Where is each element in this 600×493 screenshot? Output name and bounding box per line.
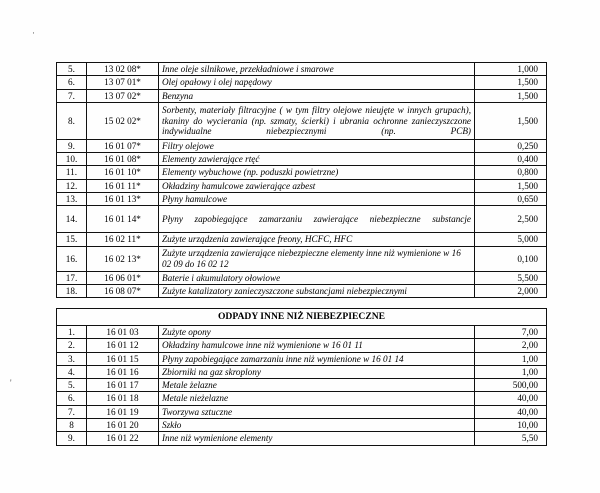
table-row <box>57 284 547 297</box>
cell-num: 2. <box>57 339 87 352</box>
cell-desc: Zbiorniki na gaz skroplony <box>159 365 475 378</box>
table-row <box>57 179 547 192</box>
cell-num: 1. <box>57 326 87 339</box>
cell-code: 16 02 13* <box>87 246 159 271</box>
spacer <box>87 298 159 309</box>
cell-value: 1,000 <box>475 63 547 76</box>
cell-num: 7. <box>57 89 87 102</box>
cell-value: 1,500 <box>475 76 547 89</box>
cell-desc: Filtry olejowe <box>159 139 475 152</box>
cell-value: 0,400 <box>475 153 547 166</box>
cell-value: 0,250 <box>475 139 547 152</box>
table-row <box>57 405 547 418</box>
cell-code: 16 01 03 <box>87 326 159 339</box>
table-row <box>57 206 547 233</box>
cell-code: 16 01 13* <box>87 193 159 206</box>
cell-value: 0,800 <box>475 166 547 179</box>
cell-value: 2,500 <box>475 206 547 233</box>
cell-num: 10. <box>57 153 87 166</box>
cell-desc: Zużyte urządzenia zawierające freony, HCFC, HFC <box>159 233 475 246</box>
table-row <box>57 139 547 152</box>
cell-code: 16 02 11* <box>87 233 159 246</box>
cell-code: 16 01 22 <box>87 432 159 445</box>
spacer <box>159 298 475 309</box>
cell-desc: Okładziny hamulcowe inne niż wymienione w 16 01 11 <box>159 339 475 352</box>
table-row <box>57 432 547 445</box>
table-row <box>57 246 547 271</box>
cell-value: 2,00 <box>475 339 547 352</box>
cell-value: 2,000 <box>475 284 547 297</box>
cell-desc: Zużyte opony <box>159 326 475 339</box>
table-row <box>57 166 547 179</box>
cell-num: 4. <box>57 365 87 378</box>
cell-code: 16 01 07* <box>87 139 159 152</box>
cell-desc: Szkło <box>159 419 475 432</box>
cell-code: 16 01 14* <box>87 206 159 233</box>
cell-value: 10,00 <box>475 419 547 432</box>
cell-num: 17. <box>57 271 87 284</box>
cell-desc: Baterie i akumulatory ołowiowe <box>159 271 475 284</box>
table-row <box>57 379 547 392</box>
cell-num: 13. <box>57 193 87 206</box>
cell-num: 8 <box>57 419 87 432</box>
cell-value: 0,650 <box>475 193 547 206</box>
cell-num: 7. <box>57 405 87 418</box>
cell-desc: Olej opałowy i olej napędowy <box>159 76 475 89</box>
cell-desc: Płyny hamulcowe <box>159 193 475 206</box>
section-title-non-hazardous: ODPADY INNE NIŻ NIEBEZPIECZNE <box>57 309 547 326</box>
cell-code: 13 07 02* <box>87 89 159 102</box>
margin-dot-top: · <box>32 28 35 38</box>
cell-value: 40,00 <box>475 405 547 418</box>
cell-num: 3. <box>57 352 87 365</box>
cell-code: 13 07 01* <box>87 76 159 89</box>
table-gap-row <box>57 298 547 309</box>
cell-num: 6. <box>57 392 87 405</box>
margin-dot-left: ' <box>10 378 12 388</box>
cell-value: 5,50 <box>475 432 547 445</box>
table-row <box>57 271 547 284</box>
table-row <box>57 76 547 89</box>
cell-code: 16 01 08* <box>87 153 159 166</box>
cell-desc: Zużyte urządzenia zawierające niebezpieczne elementy inne niż wymienione w 16 02 09 do 16 02 12 <box>159 246 475 271</box>
cell-desc: Elementy wybuchowe (np. poduszki powietrzne) <box>159 166 475 179</box>
cell-code: 16 01 10* <box>87 166 159 179</box>
cell-desc: Płyny zapobiegające zamarzaniu inne niż wymienione w 16 01 14 <box>159 352 475 365</box>
cell-code: 16 01 20 <box>87 419 159 432</box>
cell-value: 1,500 <box>475 179 547 192</box>
cell-num: 6. <box>57 76 87 89</box>
cell-value: 5,000 <box>475 233 547 246</box>
cell-num: 12. <box>57 179 87 192</box>
cell-num: 5. <box>57 379 87 392</box>
cell-value: 1,00 <box>475 352 547 365</box>
cell-code: 13 02 08* <box>87 63 159 76</box>
table-body-hazardous <box>57 63 547 446</box>
cell-value: 40,00 <box>475 392 547 405</box>
cell-desc: Inne niż wymienione elementy <box>159 432 475 445</box>
table-row <box>57 233 547 246</box>
cell-num: 18. <box>57 284 87 297</box>
cell-desc: Benzyna <box>159 89 475 102</box>
cell-code: 16 01 18 <box>87 392 159 405</box>
cell-num: 11. <box>57 166 87 179</box>
cell-value: 1,500 <box>475 89 547 102</box>
cell-num: 16. <box>57 246 87 271</box>
cell-value: 1,00 <box>475 365 547 378</box>
cell-desc: Okładziny hamulcowe zawierające azbest <box>159 179 475 192</box>
cell-code: 16 01 16 <box>87 365 159 378</box>
cell-desc: Zużyte katalizatory zanieczyszczone substancjami niebezpiecznymi <box>159 284 475 297</box>
table-row <box>57 153 547 166</box>
cell-desc: Tworzywa sztuczne <box>159 405 475 418</box>
table-row <box>57 365 547 378</box>
cell-desc: Elementy zawierające rtęć <box>159 153 475 166</box>
cell-value: 1,500 <box>475 102 547 139</box>
cell-desc: Metale żelazne <box>159 379 475 392</box>
spacer <box>475 298 547 309</box>
cell-value: 500,00 <box>475 379 547 392</box>
table-row <box>57 392 547 405</box>
table-row <box>57 89 547 102</box>
table-row <box>57 193 547 206</box>
table-row <box>57 339 547 352</box>
cell-value: 5,500 <box>475 271 547 284</box>
cell-value: 0,100 <box>475 246 547 271</box>
table-row <box>57 102 547 139</box>
cell-desc: Inne oleje silnikowe, przekładniowe i smarowe <box>159 63 475 76</box>
cell-desc: Sorbenty, materiały filtracyjne ( w tym filtry olejowe nieujęte w innych grupach), tkaniny do wycierania (np. szmaty, ścierki) i ubrania ochronne zanieczyszczone indywidualne niebezpiecznymi (np. PCB) <box>159 102 475 139</box>
cell-desc: Płyny zapobiegające zamarzaniu zawierające niebezpieczne substancje <box>159 206 475 233</box>
cell-num: 8. <box>57 102 87 139</box>
cell-code: 15 02 02* <box>87 102 159 139</box>
cell-code: 16 01 15 <box>87 352 159 365</box>
cell-desc: Metale nieżelazne <box>159 392 475 405</box>
cell-num: 9. <box>57 432 87 445</box>
cell-code: 16 08 07* <box>87 284 159 297</box>
cell-code: 16 01 19 <box>87 405 159 418</box>
table-row <box>57 326 547 339</box>
table-row <box>57 63 547 76</box>
waste-table <box>56 62 547 446</box>
table-row <box>57 352 547 365</box>
cell-num: 15. <box>57 233 87 246</box>
table-row <box>57 419 547 432</box>
cell-code: 16 01 11* <box>87 179 159 192</box>
cell-value: 7,00 <box>475 326 547 339</box>
cell-code: 16 01 12 <box>87 339 159 352</box>
cell-code: 16 06 01* <box>87 271 159 284</box>
cell-num: 14. <box>57 206 87 233</box>
section-header-row <box>57 309 547 326</box>
cell-num: 9. <box>57 139 87 152</box>
cell-num: 5. <box>57 63 87 76</box>
cell-code: 16 01 17 <box>87 379 159 392</box>
spacer <box>57 298 87 309</box>
